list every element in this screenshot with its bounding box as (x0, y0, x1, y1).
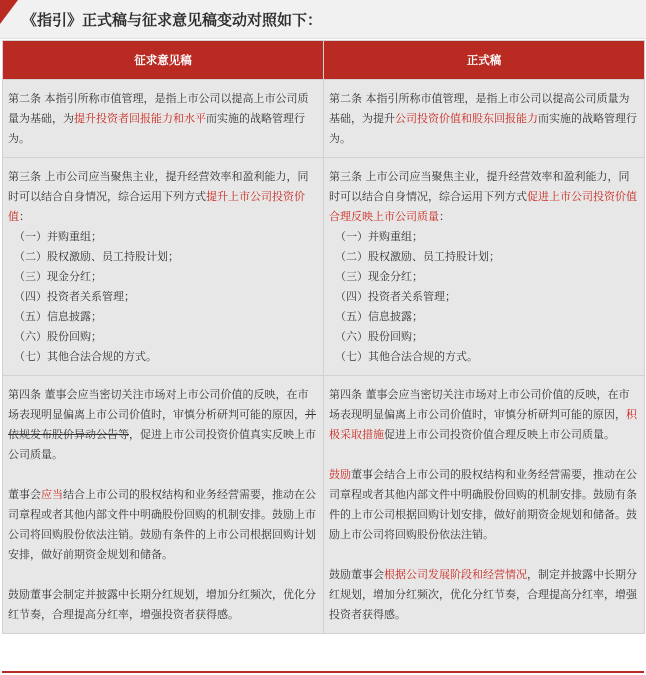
draft-article-3-intro (8, 167, 319, 227)
draft-article-3-item: （二）股权激励、员工持股计划； (14, 250, 179, 263)
draft-article-4-deleted-text: 并依规发布股价异动公告等 (8, 408, 316, 441)
draft-article-2-part2: 而实施的战略管理行为。 (8, 112, 305, 145)
final-cell-article-4 (324, 376, 645, 634)
final-cell-article-2 (324, 80, 645, 158)
final-article-4-para-3 (329, 565, 640, 625)
final-article-2-text (329, 89, 640, 149)
title-accent-corner (0, 0, 18, 24)
draft-article-2-text (8, 89, 319, 149)
bottom-accent-line (2, 671, 644, 673)
draft-article-4-para-1 (8, 385, 319, 465)
draft-article-4-p2-part2: 结合上市公司的股权结构和业务经营需要，推动在公司章程或者其他内部文件中明确股份回购的机制安排。鼓励上市公司将回购股份依法注销。鼓励有条件的上市公司根据回购计划安排，做好前期资金规划和储备。 (8, 488, 316, 561)
final-article-3-item: （四）投资者关系管理； (335, 290, 456, 303)
final-article-4-p1-part2: 促进上市公司投资价值合理反映上市公司质量。 (384, 428, 615, 441)
draft-article-4-para-3 (8, 585, 319, 625)
final-article-4-p2-part1: 董事会结合上市公司的股权结构和业务经营需要，推动在公司章程或者其他内部文件中明确股份回购的机制安排。鼓励有条件的上市公司根据回购计划安排，做好前期资金规划和储备。鼓励上市公司将回购股份依法注销。 (329, 468, 637, 541)
final-article-4-para-1 (329, 385, 640, 445)
draft-article-3-part1: 第三条 上市公司应当聚焦主业，提升经营效率和盈利能力，同时可以结合自身情况，综合运用下列方式 (8, 170, 309, 203)
draft-article-2-highlight: 提升投资者回报能力和水平 (74, 112, 206, 125)
draft-article-4-p2-highlight: 应当 (41, 488, 63, 501)
draft-article-2-part1: 第二条 本指引所称市值管理，是指上市公司以提高上市公司质量为基础，为 (8, 92, 309, 125)
final-article-4-p3-highlight: 根据公司发展阶段和经营情况 (384, 568, 527, 581)
draft-article-4-p1-part2: ，促进上市公司投资价值真实反映上市公司质量。 (8, 428, 316, 461)
final-article-3-item: （六）股份回购； (335, 330, 423, 343)
draft-article-3-item: （五）信息披露； (14, 310, 102, 323)
final-article-3-item: （二）股权激励、员工持股计划； (335, 250, 500, 263)
draft-cell-article-4 (3, 376, 324, 634)
draft-article-3-item: （一）并购重组； (14, 230, 102, 243)
final-article-4-p1-part1: 第四条 董事会应当密切关注市场对上市公司价值的反映，在市场表现明显偏离上市公司价值时，审慎分析研判可能的原因， (329, 388, 630, 421)
final-article-3-item: （五）信息披露； (335, 310, 423, 323)
final-article-3-intro (329, 167, 640, 227)
draft-article-3-item: （三）现金分红； (14, 270, 102, 283)
table-row-article-2 (3, 80, 645, 158)
final-article-3-highlight: 促进上市公司投资价值合理反映上市公司质量 (329, 190, 637, 223)
final-article-3-item: （七）其他合法合规的方式。 (335, 350, 478, 363)
final-article-3-part2: ： (439, 210, 450, 223)
title-bar (0, 0, 646, 39)
final-article-3-item: （一）并购重组； (335, 230, 423, 243)
draft-article-4-p2-part1: 董事会 (8, 488, 41, 501)
final-article-2-part1: 第二条 本指引所称市值管理，是指上市公司以提高公司质量为基础，为提升 (329, 92, 630, 125)
draft-article-3-highlight: 提升上市公司投资价值 (8, 190, 305, 223)
draft-article-3-item: （七）其他合法合规的方式。 (14, 350, 157, 363)
comparison-table (2, 40, 645, 634)
final-article-4-para-2 (329, 465, 640, 545)
final-article-2-highlight: 公司投资价值和股东回报能力 (395, 112, 538, 125)
draft-article-3-item: （六）股份回购； (14, 330, 102, 343)
final-article-4-p2-highlight: 鼓励 (329, 468, 351, 481)
draft-cell-article-3 (3, 158, 324, 376)
draft-article-3-part2: ： (19, 210, 30, 223)
draft-article-4-p3-text: 鼓励董事会制定并披露中长期分红规划，增加分红频次，优化分红节奏，合理提高分红率，增强投资者获得感。 (8, 588, 316, 621)
final-article-3-item: （三）现金分红； (335, 270, 423, 283)
page-title: 《指引》正式稿与征求意见稿变动对照如下： (22, 11, 323, 29)
draft-article-3-item: （四）投资者关系管理； (14, 290, 135, 303)
final-article-4-p3-part2: ，制定并披露中长期分红规划，增加分红频次，优化分红节奏，合理提高分红率，增强投资者获得感。 (329, 568, 637, 621)
final-article-3-part1: 第三条 上市公司应当聚焦主业，提升经营效率和盈利能力，同时可以结合自身情况，综合运用下列方式 (329, 170, 630, 203)
draft-article-4-para-2 (8, 485, 319, 565)
table-row-article-3 (3, 158, 645, 376)
column-header-final: 正式稿 (324, 41, 645, 80)
final-article-4-p1-highlight: 积极采取措施 (329, 408, 637, 441)
final-article-4-p3-part1: 鼓励董事会 (329, 568, 384, 581)
draft-cell-article-2 (3, 80, 324, 158)
table-header-row (3, 41, 645, 80)
draft-article-4-p1-part1: 第四条 董事会应当密切关注市场对上市公司价值的反映，在市场表现明显偏离上市公司价值时，审慎分析研判可能的原因， (8, 388, 309, 421)
column-header-draft: 征求意见稿 (3, 41, 324, 80)
final-article-2-part2: 而实施的战略管理行为。 (329, 112, 637, 145)
table-row-article-4 (3, 376, 645, 634)
final-cell-article-3 (324, 158, 645, 376)
